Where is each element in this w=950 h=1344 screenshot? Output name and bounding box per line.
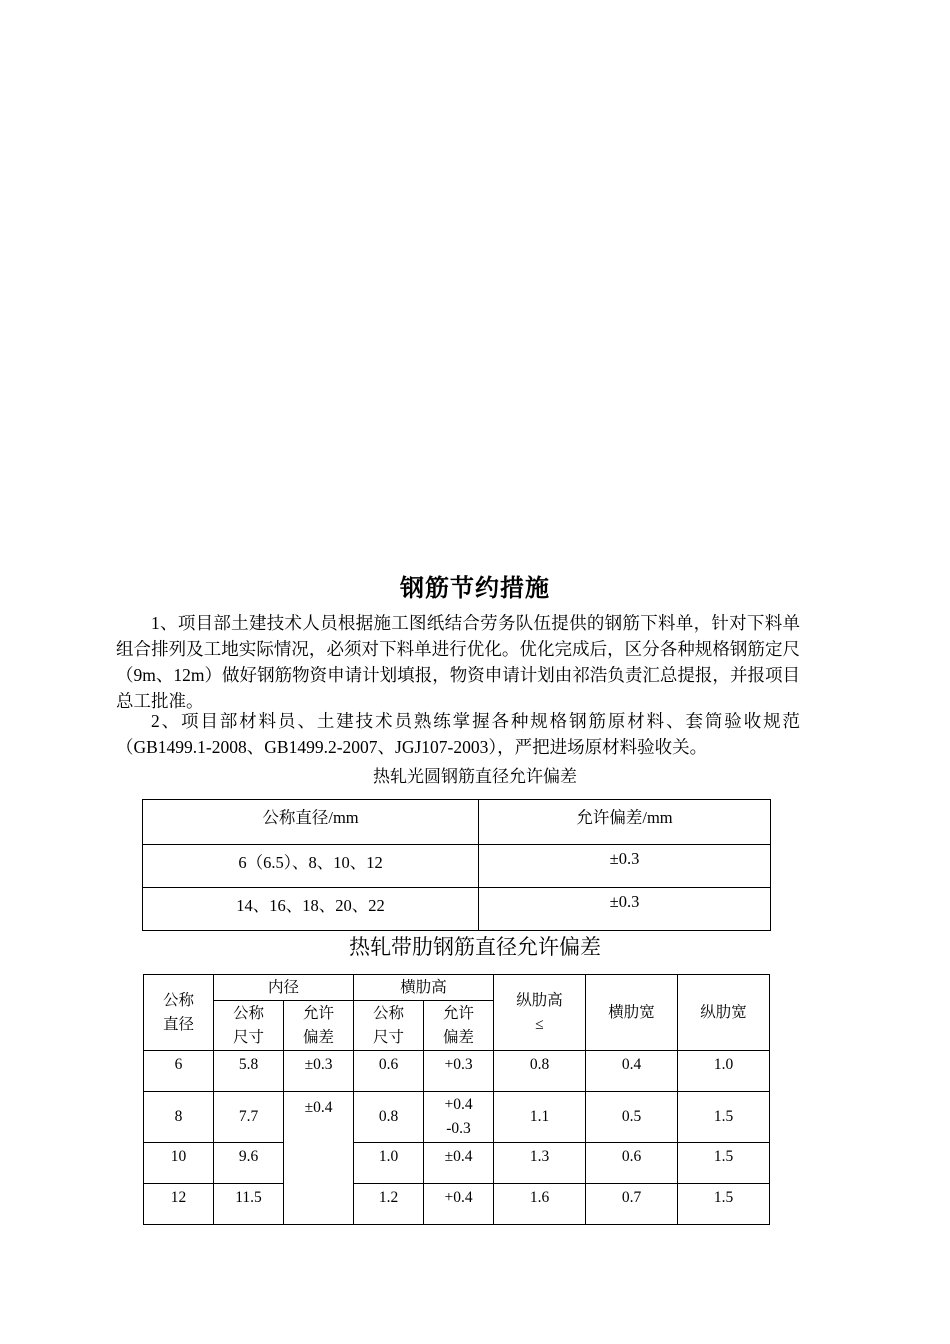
table-cell: 1.2 xyxy=(354,1184,424,1225)
table-cell: +0.3 xyxy=(424,1051,494,1092)
table-cell: 11.5 xyxy=(214,1184,284,1225)
table-cell: 1.5 xyxy=(678,1092,770,1143)
table-cell: 0.7 xyxy=(586,1184,678,1225)
header-rib-height: 横肋高 xyxy=(354,975,494,1001)
header-tolerance: 允许偏差/mm xyxy=(479,800,771,845)
header-longitudinal-rib-width: 纵肋宽 xyxy=(678,975,770,1051)
header-nominal-diameter: 公称 直径 xyxy=(144,975,214,1051)
table-cell: 0.8 xyxy=(494,1051,586,1092)
ribbed-bar-tolerance-table xyxy=(143,974,770,1225)
table-cell: ±0.4 xyxy=(424,1143,494,1184)
table-cell: 0.4 xyxy=(586,1051,678,1092)
page-title: 钢筋节约措施 xyxy=(400,576,550,602)
paragraph-1: 1、项目部土建技术人员根据施工图纸结合劳务队伍提供的钢筋下料单，针对下料单组合排列及工地实际情况，必须对下料单进行优化。优化完成后，区分各种规格钢筋定尺（9m、12m）做好钢筋物资申请计划填报，物资申请计划由祁浩负责汇总提报，并报项目总工批准。 xyxy=(116,613,800,711)
table-cell: ±0.3 xyxy=(479,845,771,888)
table-cell: 1.1 xyxy=(494,1092,586,1143)
header-nominal-diameter: 公称直径/mm xyxy=(143,800,479,845)
table-cell: ±0.3 xyxy=(284,1051,354,1092)
table-cell: 0.5 xyxy=(586,1092,678,1143)
table-cell: 1.5 xyxy=(678,1143,770,1184)
table-cell: 1.0 xyxy=(678,1051,770,1092)
table-row xyxy=(144,1143,770,1184)
header-rib-width: 横肋宽 xyxy=(586,975,678,1051)
table-cell: 1.5 xyxy=(678,1184,770,1225)
table2-caption: 热轧带肋钢筋直径允许偏差 xyxy=(349,935,601,959)
table-cell: 14、16、18、20、22 xyxy=(143,888,479,931)
table-row xyxy=(143,888,771,931)
header-inner-diameter: 内径 xyxy=(214,975,354,1001)
header-longitudinal-rib-height: 纵肋高 ≤ xyxy=(494,975,586,1051)
table-cell: 8 xyxy=(144,1092,214,1143)
table-row xyxy=(144,1092,770,1143)
table-cell-merged-tolerance: ±0.4 xyxy=(284,1092,354,1225)
table-row xyxy=(144,1184,770,1225)
table-cell: 12 xyxy=(144,1184,214,1225)
table1-caption: 热轧光圆钢筋直径允许偏差 xyxy=(373,767,577,786)
table-cell: +0.4 -0.3 xyxy=(424,1092,494,1143)
table-cell: 0.6 xyxy=(586,1143,678,1184)
table-cell: 6 xyxy=(144,1051,214,1092)
table-cell: 1.0 xyxy=(354,1143,424,1184)
header-inner-nominal-size: 公称 尺寸 xyxy=(214,1001,284,1051)
table-cell: +0.4 xyxy=(424,1184,494,1225)
table-cell: 9.6 xyxy=(214,1143,284,1184)
table-row xyxy=(143,845,771,888)
table-cell: 1.3 xyxy=(494,1143,586,1184)
table-row xyxy=(144,1051,770,1092)
paragraph-2: 2、项目部材料员、土建技术员熟练掌握各种规格钢筋原材料、套筒验收规范（GB1499.1-2008、GB1499.2-2007、JGJ107-2003），严把进场原材料验收关。 xyxy=(116,711,800,757)
table-cell: 0.8 xyxy=(354,1092,424,1143)
table-cell: ±0.3 xyxy=(479,888,771,931)
table-cell: 1.6 xyxy=(494,1184,586,1225)
table-header-row xyxy=(144,975,770,1001)
table-cell: 10 xyxy=(144,1143,214,1184)
plain-bar-tolerance-table xyxy=(142,799,771,931)
table-cell: 5.8 xyxy=(214,1051,284,1092)
table-header-row xyxy=(143,800,771,845)
table-cell: 0.6 xyxy=(354,1051,424,1092)
table-cell: 6（6.5）、8、10、12 xyxy=(143,845,479,888)
table-cell: 7.7 xyxy=(214,1092,284,1143)
header-rib-tolerance: 允许 偏差 xyxy=(424,1001,494,1051)
header-inner-tolerance: 允许 偏差 xyxy=(284,1001,354,1051)
header-rib-nominal-size: 公称 尺寸 xyxy=(354,1001,424,1051)
